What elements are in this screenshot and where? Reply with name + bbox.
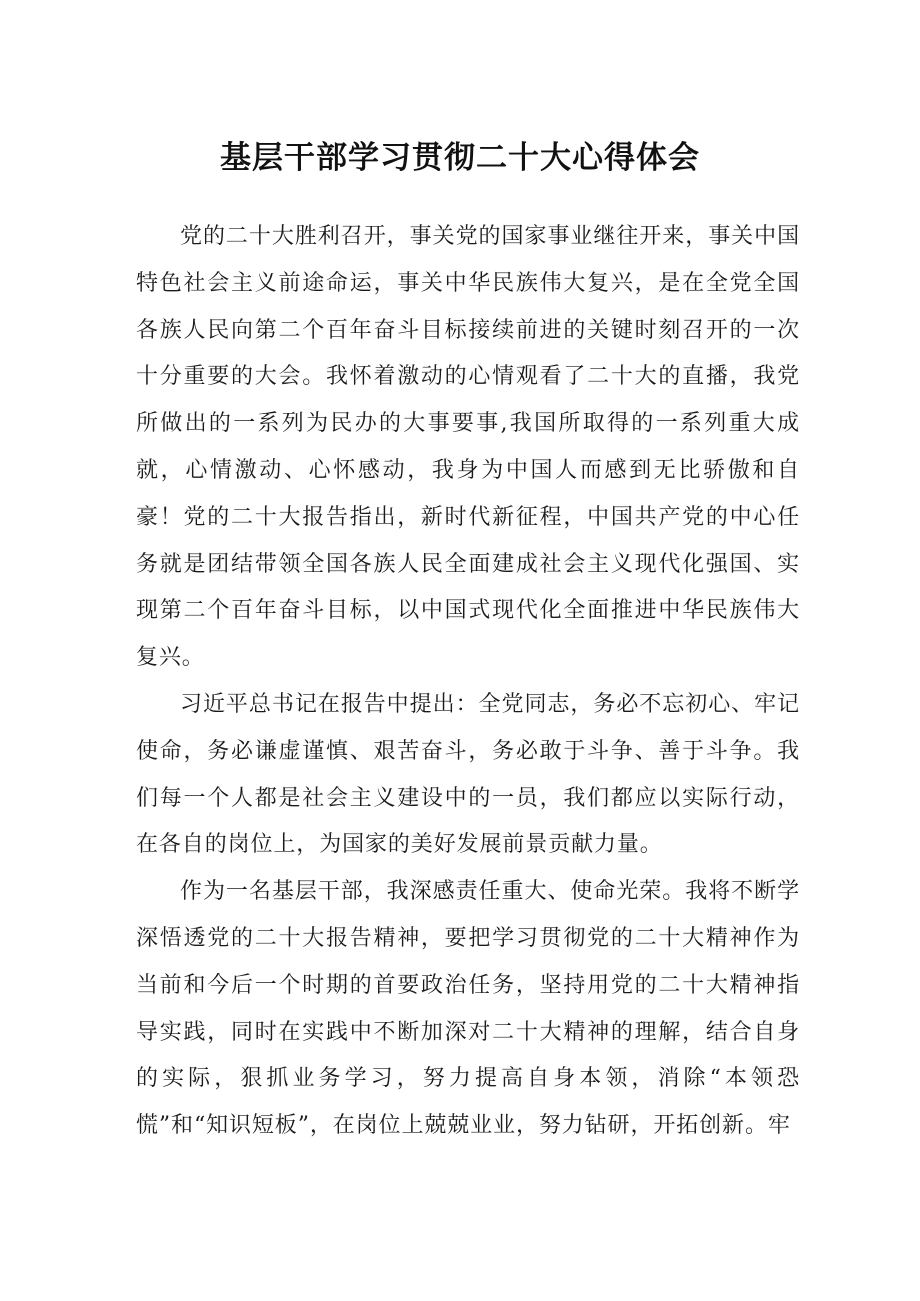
document-body (136, 214, 800, 1150)
document-title: 基层干部学习贯彻二十大心得体会 (220, 140, 700, 176)
paragraph-3: 作为一名基层干部，我深感责任重大、使命光荣。我将不断学深悟透党的二十大报告精神，要把学习贯彻党的二十大精神作为当前和今后一个时期的首要政治任务，坚持用党的二十大精神指导实践，同时在实践中不断加深对二十大精神的理解，结合自身的实际，狠抓业务学习，努力提高自身本领，消除“本领恐慌”和“知识短板”，在岗位上兢兢业业，努力钻研，开拓创新。牢 (136, 879, 800, 1139)
paragraph-1: 党的二十大胜利召开，事关党的国家事业继往开来，事关中国特色社会主义前途命运，事关中华民族伟大复兴，是在全党全国各族人民向第二个百年奋斗目标接续前进的关键时刻召开的一次十分重要的大会。我怀着激动的心情观看了二十大的直播，我党所做出的一系列为民办的大事要事,我国所取得的一系列重大成就，心情激动、心怀感动，我身为中国人而感到无比骄傲和自豪！党的二十大报告指出，新时代新征程，中国共产党的中心任务就是团结带领全国各族人民全面建成社会主义现代化强国、实现第二个百年奋斗目标，以中国式现代化全面推进中华民族伟大复兴。 (136, 224, 800, 671)
paragraph-2: 习近平总书记在报告中提出：全党同志，务必不忘初心、牢记使命，务必谦虚谨慎、艰苦奋斗，务必敢于斗争、善于斗争。我们每一个人都是社会主义建设中的一员，我们都应以实际行动，在各自的岗位上，为国家的美好发展前景贡献力量。 (136, 691, 800, 858)
